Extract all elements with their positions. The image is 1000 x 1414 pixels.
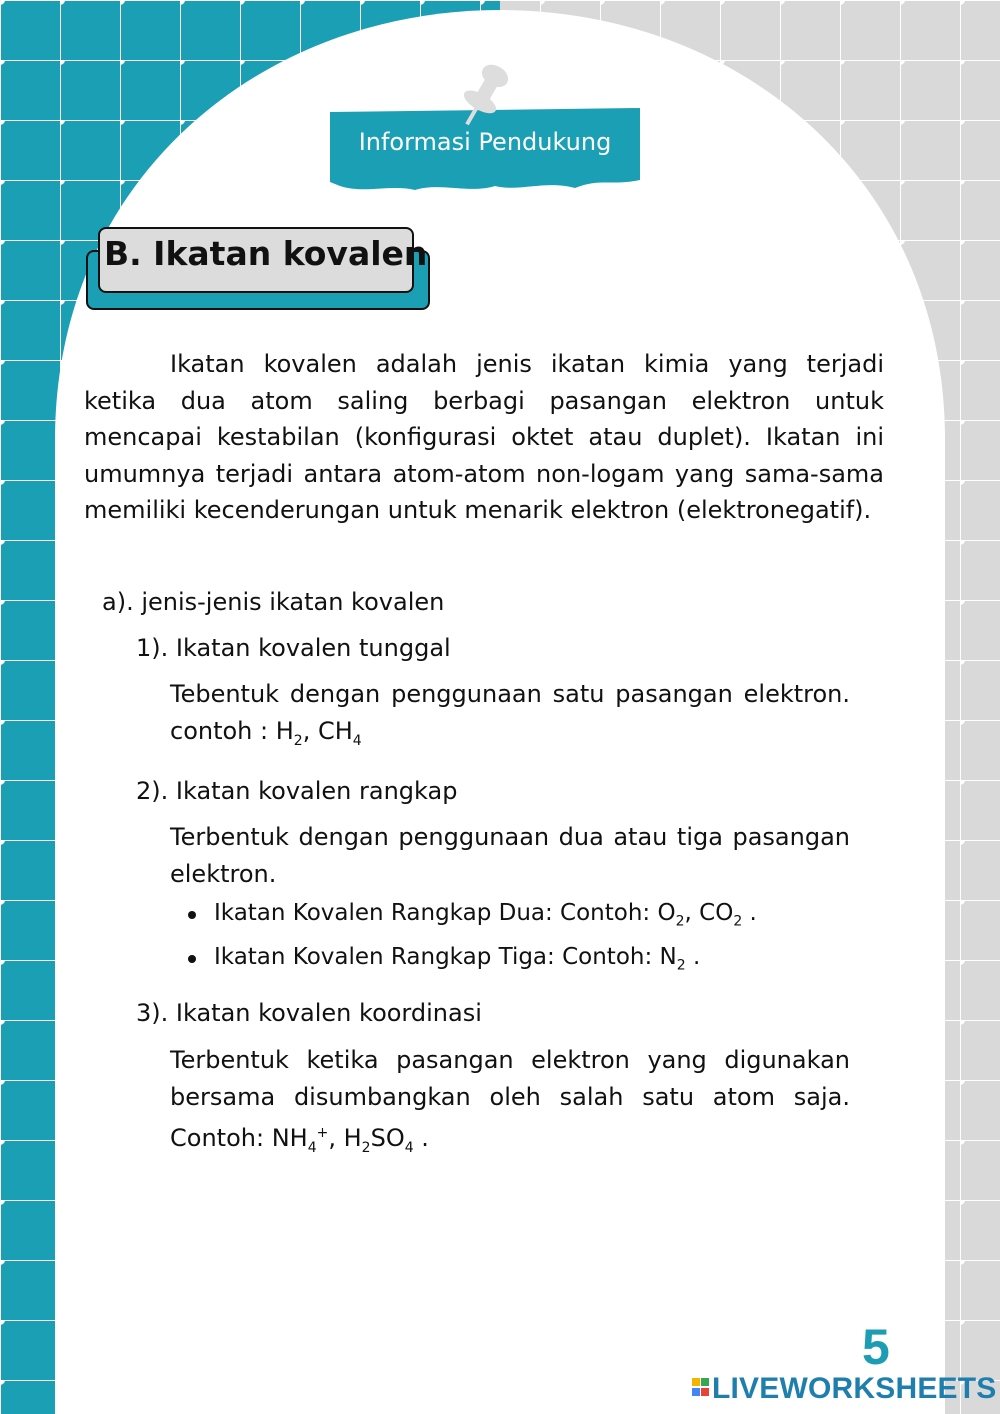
bullet-rangkap-dua: Ikatan Kovalen Rangkap Dua: Contoh: $O_2$, $CO_2$ . <box>188 896 757 940</box>
intro-text: Ikatan kovalen adalah jenis ikatan kimia yang terjadi ketika dua atom saling berbagi pasangan elektron untuk mencapai kestabilan (konfigurasi oktet atau duplet). Ikatan ini umumnya terjadi antara atom-atom non-logam yang sama-sama memiliki kecenderungan untuk menarik elektron (elektronegatif). <box>84 350 884 525</box>
page-number: 5 <box>862 1319 890 1375</box>
item-3-text: Terbentuk ketika pasangan elektron yang digunakan bersama disumbangkan oleh salah satu atom saja. Contoh: <box>170 1046 850 1153</box>
banner-label: Informasi Pendukung <box>358 128 612 156</box>
item-1-text: Tebentuk dengan penggunaan satu pasangan elektron. contoh : <box>170 680 850 745</box>
item-1-body <box>170 676 850 759</box>
intro-paragraph <box>84 346 884 529</box>
liveworksheets-logo-icon <box>692 1376 710 1402</box>
item-1-examples: $H_2$, $CH_4$ <box>275 716 362 749</box>
item-2-heading: 2). Ikatan kovalen rangkap <box>136 777 458 805</box>
item-3-body <box>170 1042 850 1167</box>
liveworksheets-brand[interactable] <box>692 1372 997 1406</box>
item-2-body: Terbentuk dengan penggunaan dua atau tiga pasangan elektron. <box>170 823 850 888</box>
item-3-heading: 3). Ikatan kovalen koordinasi <box>136 999 482 1027</box>
item-3-formula: $NH_4^+$, $H_2SO_4$ . <box>271 1124 429 1156</box>
subsection-heading: a). jenis-jenis ikatan kovalen <box>102 588 445 616</box>
item-1-heading: 1). Ikatan kovalen tunggal <box>136 634 451 662</box>
section-title: B. Ikatan kovalen <box>104 234 428 273</box>
item-2-bullets <box>188 896 757 983</box>
bullet-rangkap-tiga: Ikatan Kovalen Rangkap Tiga: Contoh: $N_2$ . <box>188 940 757 984</box>
liveworksheets-text: LIVEWORKSHEETS <box>712 1372 997 1405</box>
